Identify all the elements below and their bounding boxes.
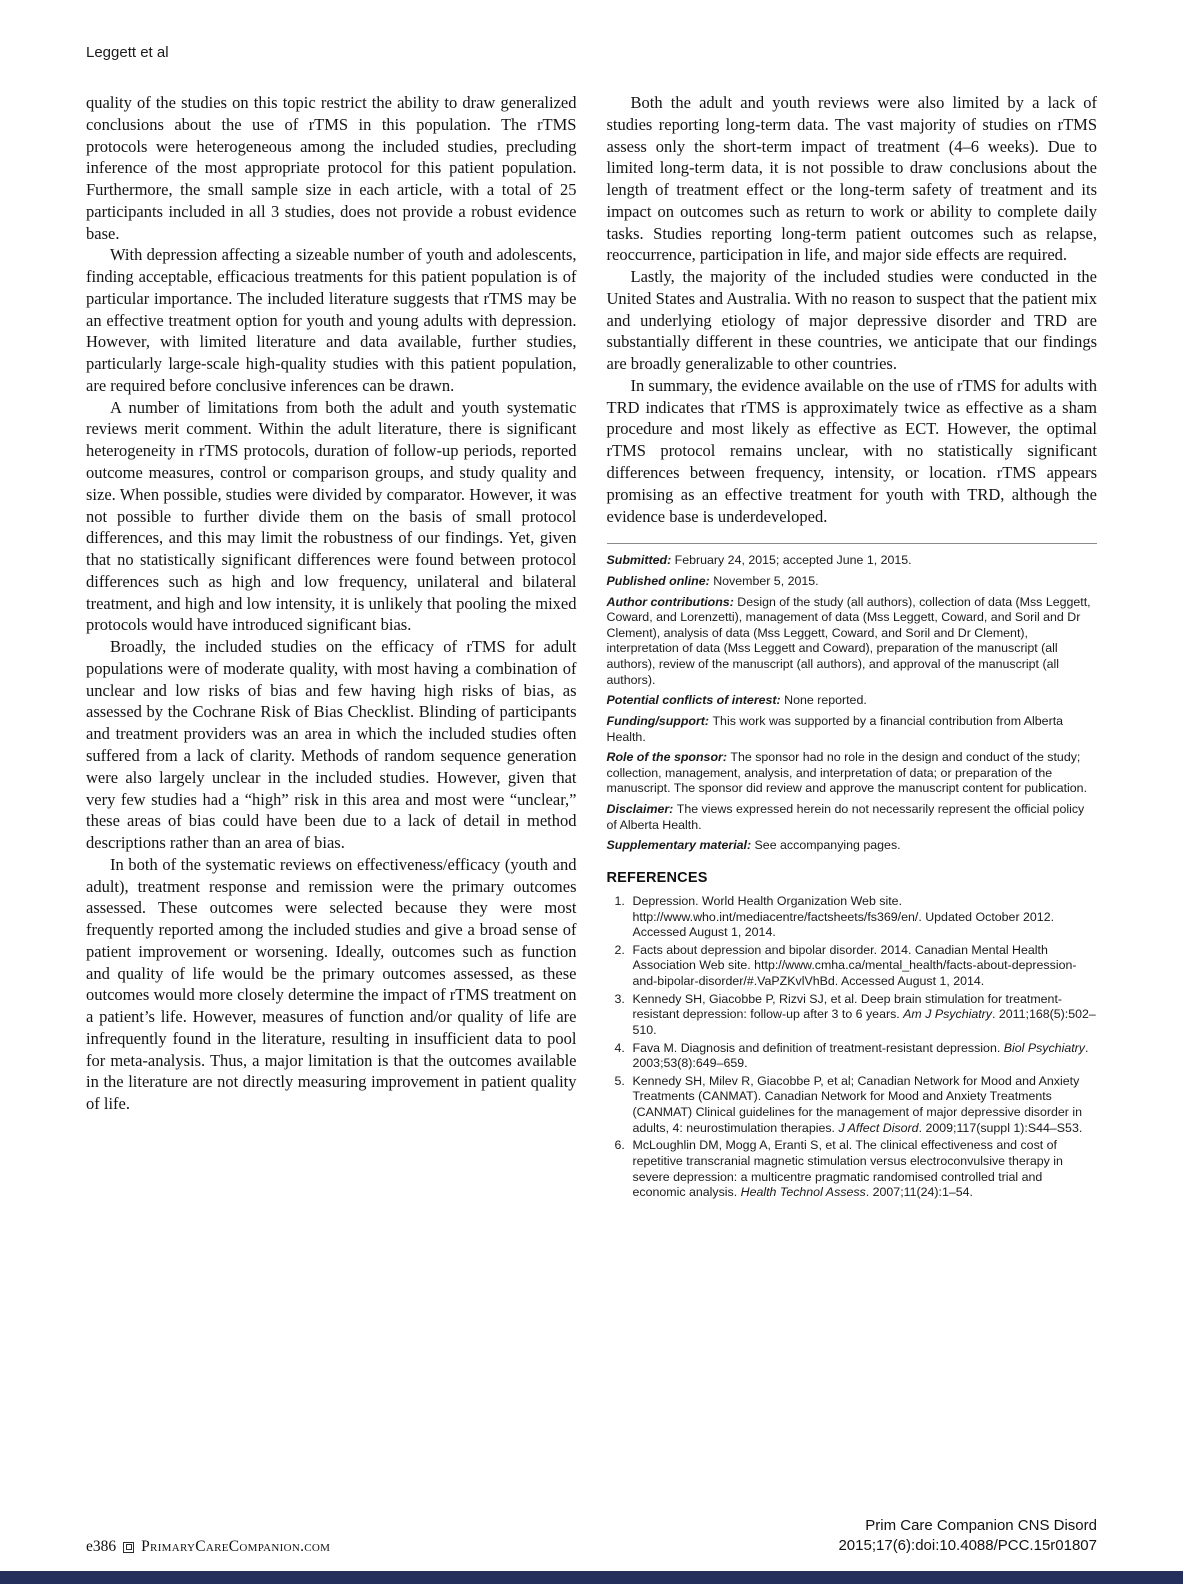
footer-left [86, 1538, 330, 1556]
left-column [86, 92, 577, 1496]
page-number: e386 [86, 1538, 117, 1555]
reference-segment: . 2003;53(8):649–659. [632, 1040, 1089, 1071]
reference-segment: Kennedy SH, Giacobbe P, Rizvi SJ, et al. Deep brain stimulation for treatment-resistant depression: follow-up after 3 to 6 years. [632, 991, 1063, 1022]
reference-text [633, 1074, 1098, 1137]
footer-right [838, 1516, 1097, 1557]
reference-segment: McLoughlin DM, Mogg A, Eranti S, et al. The clinical effectiveness and cost of repetitive transcranial magnetic stimulation versus electroconvulsive therapy in severe depression: a multicentre pragmatic randomised controlled trial and economic analysis. [632, 1138, 1063, 1200]
reference-text [633, 943, 1098, 990]
right-column [607, 92, 1098, 1496]
article-metadata [607, 543, 1098, 854]
reference-item [607, 1074, 1098, 1137]
metadata-item: Funding/support: This work was supported by a financial contribution from Alberta Health. [606, 713, 1064, 744]
metadata-item: Published online: November 5, 2015. [606, 573, 819, 588]
journal-citation-line2: 2015;17(6):doi:10.4088/PCC.15r01807 [838, 1536, 1097, 1554]
reference-item [607, 894, 1098, 941]
reference-segment: Depression. World Health Organization Web site. http://www.who.int/mediacentre/factsheets/fs369/en/. Updated October 2012. Accessed August 1, 2014. [632, 893, 1055, 940]
metadata-label: Potential conflicts of interest: [606, 693, 785, 708]
journal-name: Health Technol Assess [740, 1185, 866, 1200]
metadata-divider [607, 543, 1098, 544]
metadata-label: Disclaimer: [606, 802, 677, 817]
reference-item [607, 992, 1098, 1039]
metadata-label: Author contributions: [606, 594, 738, 609]
reference-segment: Kennedy SH, Milev R, Giacobbe P, et al; Canadian Network for Mood and Anxiety Treatments (CANMAT). Canadian Network for Mood and Anxiety Treatments (CANMAT) Clinical guidelines for the management of major depressive disorder in adults, 4: neurostimulation therapies. [632, 1073, 1082, 1135]
reference-item [607, 1041, 1098, 1072]
reference-number: 5. [614, 1073, 625, 1088]
journal-logo-icon [123, 1542, 134, 1553]
reference-text [633, 894, 1098, 941]
article-paragraph: Both the adult and youth reviews were also limited by a lack of studies reporting long-term data. The vast majority of studies on rTMS assess only the short-term impact of treatment (4–6 weeks). Due to limited long-term data, it is not possible to draw conclusions about the length of treatment effect or the long-term safety of treatment and its impact on outcomes such as return to work or ability to complete daily tasks. Studies reporting long-term patient outcomes such as relapse, reoccurrence, participation in life, and major side effects are required. [606, 93, 1097, 265]
metadata-item: Potential conflicts of interest: None reported. [606, 693, 867, 708]
article-body [86, 92, 1097, 1496]
reference-segment: Facts about depression and bipolar disorder. 2014. Canadian Mental Health Association Web site. http://www.cmha.ca/mental_health/facts-about-depression-and-bipolar-disorder/#.VaPZKvlVhBd. Accessed August 1, 2014. [632, 942, 1077, 989]
right-paragraphs [607, 92, 1098, 527]
article-paragraph: Lastly, the majority of the included studies were conducted in the United States and Australia. With no reason to suspect that the patient mix and underlying etiology of major depressive disorder and TRD are substantially different in these countries, we anticipate that our findings are broadly generalizable to other countries. [606, 267, 1097, 374]
metadata-item: Disclaimer: The views expressed herein do not necessarily represent the official policy of Alberta Health. [606, 802, 1085, 832]
metadata-item: Author contributions: Design of the study (all authors), collection of data (Mss Leggett, Coward, and Lorenzetti), management of data (Mss Leggett, Coward, and Soril and Dr Clement), analysis of data (Mss Leggett, Coward, and Soril and Dr Clement), interpretation of data (Mss Leggett and Coward), preparation of the manuscript (all authors), review of the manuscript (all authors), and approval of the manuscript (all authors). [606, 594, 1091, 687]
reference-item [607, 943, 1098, 990]
journal-name: J Affect Disord [838, 1120, 919, 1135]
metadata-label: Role of the sponsor: [606, 750, 731, 765]
article-paragraph: Broadly, the included studies on the efficacy of rTMS for adult populations were of moderate quality, with most having a combination of unclear and low risks of bias and few having high risks of bias, as assessed by the Cochrane Risk of Bias Checklist. Blinding of participants and treatment providers was an area in which the included studies often suffered from a lack of clarity. Methods of random sequence generation were also largely unclear in the included studies. However, given that very few studies had a “high” risk in this area and most were “unclear,” these areas of bias could have been due to a lack of detail in method descriptions rather than an area of bias. [86, 637, 577, 853]
running-head: Leggett et al [86, 44, 169, 61]
metadata-label: Published online: [606, 573, 714, 588]
reference-number: 1. [614, 893, 625, 908]
reference-text [633, 1138, 1098, 1201]
reference-segment: Fava M. Diagnosis and definition of treatment-resistant depression. [632, 1040, 1004, 1055]
metadata-label: Funding/support: [606, 713, 713, 728]
reference-segment: . 2009;117(suppl 1):S44–S53. [918, 1120, 1083, 1135]
article-paragraph: With depression affecting a sizeable number of youth and adolescents, finding acceptable, efficacious treatments for this patient population is of particular importance. The included literature suggests that rTMS may be an effective treatment option for youth and young adults with depression. However, with limited literature and data available, further studies, particularly large-scale high-quality studies with this patient population, are required before conclusive inferences can be drawn. [86, 245, 577, 395]
article-paragraph: A number of limitations from both the adult and youth systematic reviews merit comment. Within the adult literature, there is significant heterogeneity in rTMS protocols, duration of follow-up periods, reported outcome measures, control or comparison groups, and study quality and size. When possible, studies were divided by comparator. However, it was not possible to further divide them on the basis of small protocol differences, and this may limit the robustness of our findings. Yet, given that no statistically significant differences were found between protocol differences such as high and low frequency, unilateral and bilateral treatment, and high and low intensity, it is unlikely that pooling the mixed protocols would have introduced significant bias. [86, 397, 577, 635]
article-paragraph: In both of the systematic reviews on effectiveness/efficacy (youth and adult), treatment response and remission were the primary outcomes assessed. These outcomes were selected because they were most frequently reported among the included studies and give a broad sense of patient improvement or worsening. Ideally, outcomes such as function and quality of life would be the primary outcomes assessed, as these outcomes would more closely determine the impact of rTMS treatment on a patient’s life. However, measures of function and/or quality of life are infrequently found in the literature, resulting in insufficient data to pool for meta-analysis. Thus, a major limitation is that the outcomes available in the literature are not directly measuring improvement in patient quality of life. [86, 854, 577, 1114]
metadata-item: Submitted: February 24, 2015; accepted June 1, 2015. [606, 553, 912, 568]
reference-segment: . 2011;168(5):502–510. [632, 1007, 1096, 1037]
reference-list [607, 894, 1098, 1201]
journal-name: Am J Psychiatry [903, 1007, 992, 1022]
metadata-item: Supplementary material: See accompanying pages. [606, 838, 901, 853]
reference-segment: . 2007;11(24):1–54. [865, 1185, 973, 1200]
journal-website: PrimaryCareCompanion.com [141, 1538, 331, 1555]
metadata-label: Submitted: [606, 553, 675, 568]
reference-item [607, 1138, 1098, 1201]
references-heading: REFERENCES [606, 869, 708, 886]
reference-number: 2. [614, 942, 625, 957]
reference-text [633, 1041, 1098, 1072]
page-footer [86, 1516, 1097, 1557]
journal-citation-line1: Prim Care Companion CNS Disord [865, 1516, 1097, 1534]
bottom-bar [0, 1571, 1183, 1584]
reference-text [633, 992, 1098, 1039]
journal-name: Biol Psychiatry [1003, 1040, 1085, 1055]
article-paragraph: In summary, the evidence available on the use of rTMS for adults with TRD indicates that rTMS is approximately twice as effective as a sham procedure and most likely as effective as ECT. However, the optimal rTMS protocol remains unclear, with no statistically significant differences between frequency, intensity, or location. rTMS appears promising as an effective treatment for youth with TRD, although the evidence base is underdeveloped. [606, 375, 1097, 526]
metadata-label: Supplementary material: [606, 838, 755, 853]
reference-number: 3. [614, 991, 625, 1006]
metadata-item: Role of the sponsor: The sponsor had no role in the design and conduct of the study; collection, management, analysis, and interpretation of data; or preparation of the manuscript. The sponsor did review and approve the manuscript content for publication. [606, 750, 1088, 796]
reference-number: 4. [614, 1040, 625, 1055]
reference-number: 6. [614, 1138, 625, 1153]
article-paragraph: quality of the studies on this topic restrict the ability to draw generalized conclusions about the use of rTMS in this population. The rTMS protocols were heterogeneous among the included studies, precluding inference of the most appropriate protocol for this patient population. Furthermore, the small sample size in each article, with a total of 25 participants included in all 3 studies, does not provide a robust evidence base. [86, 93, 577, 243]
